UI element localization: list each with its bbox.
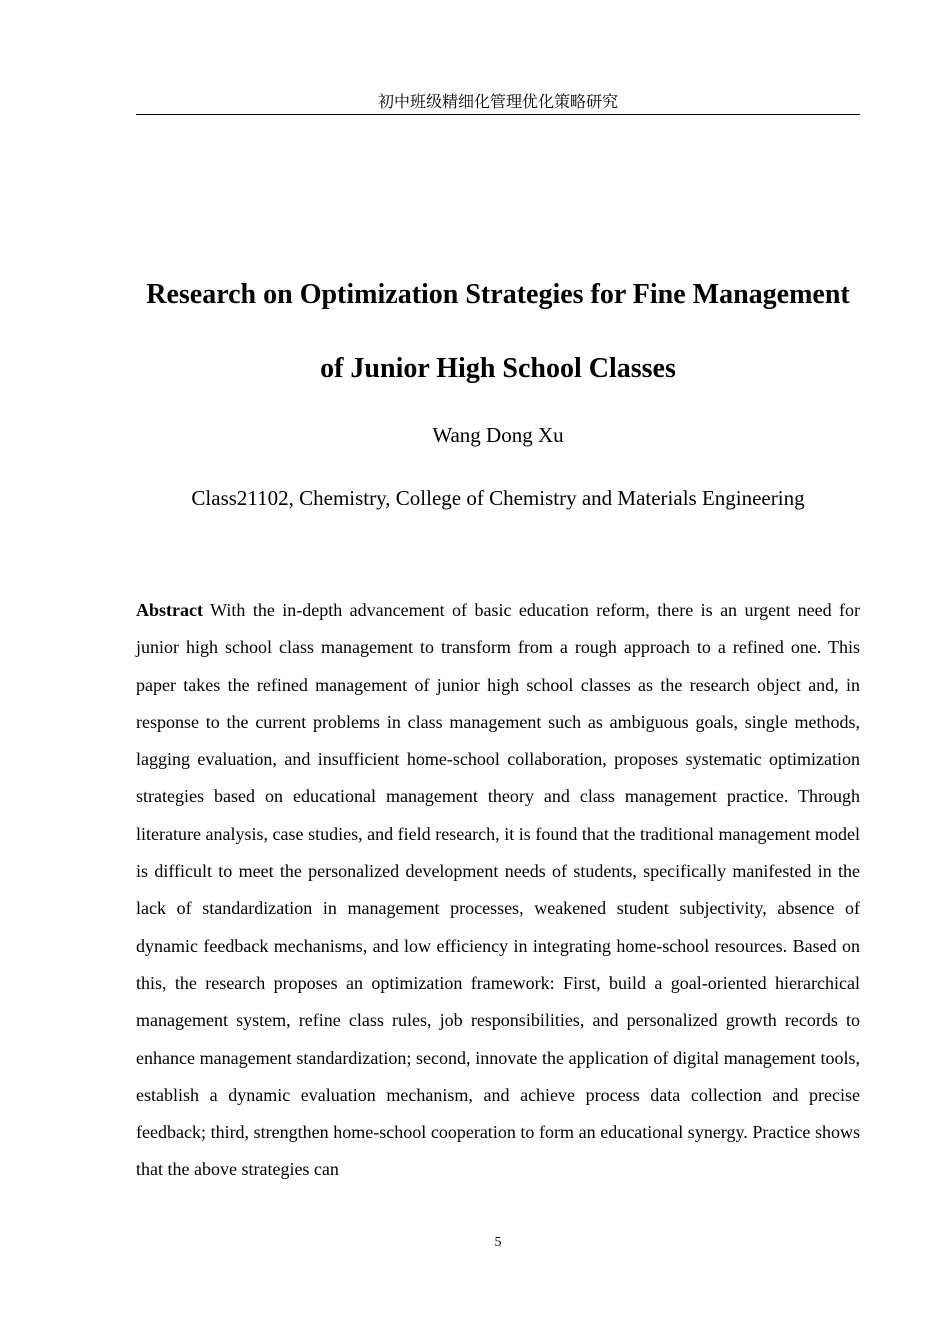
abstract-label: Abstract — [136, 600, 203, 620]
abstract-text: With the in-depth advancement of basic education reform, there is an urgent need for junior high school class management to transform from a rough approach to a refined one. This paper takes the refined management of junior high school classes as the research object and, in response to the current problems in class management such as ambiguous goals, single methods, lagging evaluation, and insufficient home-school collaboration, proposes systematic optimization strategies based on educational management theory and class management practice. Through literature analysis, case studies, and field research, it is found that the traditional management model is difficult to meet the personalized development needs of students, specifically manifested in the lack of standardization in management processes, weakened student subjectivity, absence of dynamic feedback mechanisms, and low efficiency in integrating home-school resources. Based on this, the research proposes an optimization framework: First, build a goal-oriented hierarchical management system, refine class rules, job responsibilities, and personalized growth records to enhance management standardization; second, innovate the application of digital management tools, establish a dynamic evaluation mechanism, and achieve process data collection and precise feedback; third, strengthen home-school cooperation to form an educational synergy. Practice shows that the above strategies can — [136, 600, 860, 1180]
abstract-paragraph — [136, 592, 860, 1189]
page-number: 5 — [494, 1235, 502, 1250]
paper-title-line-2: of Junior High School Classes — [320, 353, 676, 384]
paper-title-line-1: Research on Optimization Strategies for Fine Management — [146, 279, 850, 310]
author-affiliation: Class21102, Chemistry, College of Chemistry and Materials Engineering — [191, 486, 805, 510]
running-header: 初中班级精细化管理优化策略研究 — [136, 90, 860, 115]
author-name: Wang Dong Xu — [432, 423, 564, 447]
